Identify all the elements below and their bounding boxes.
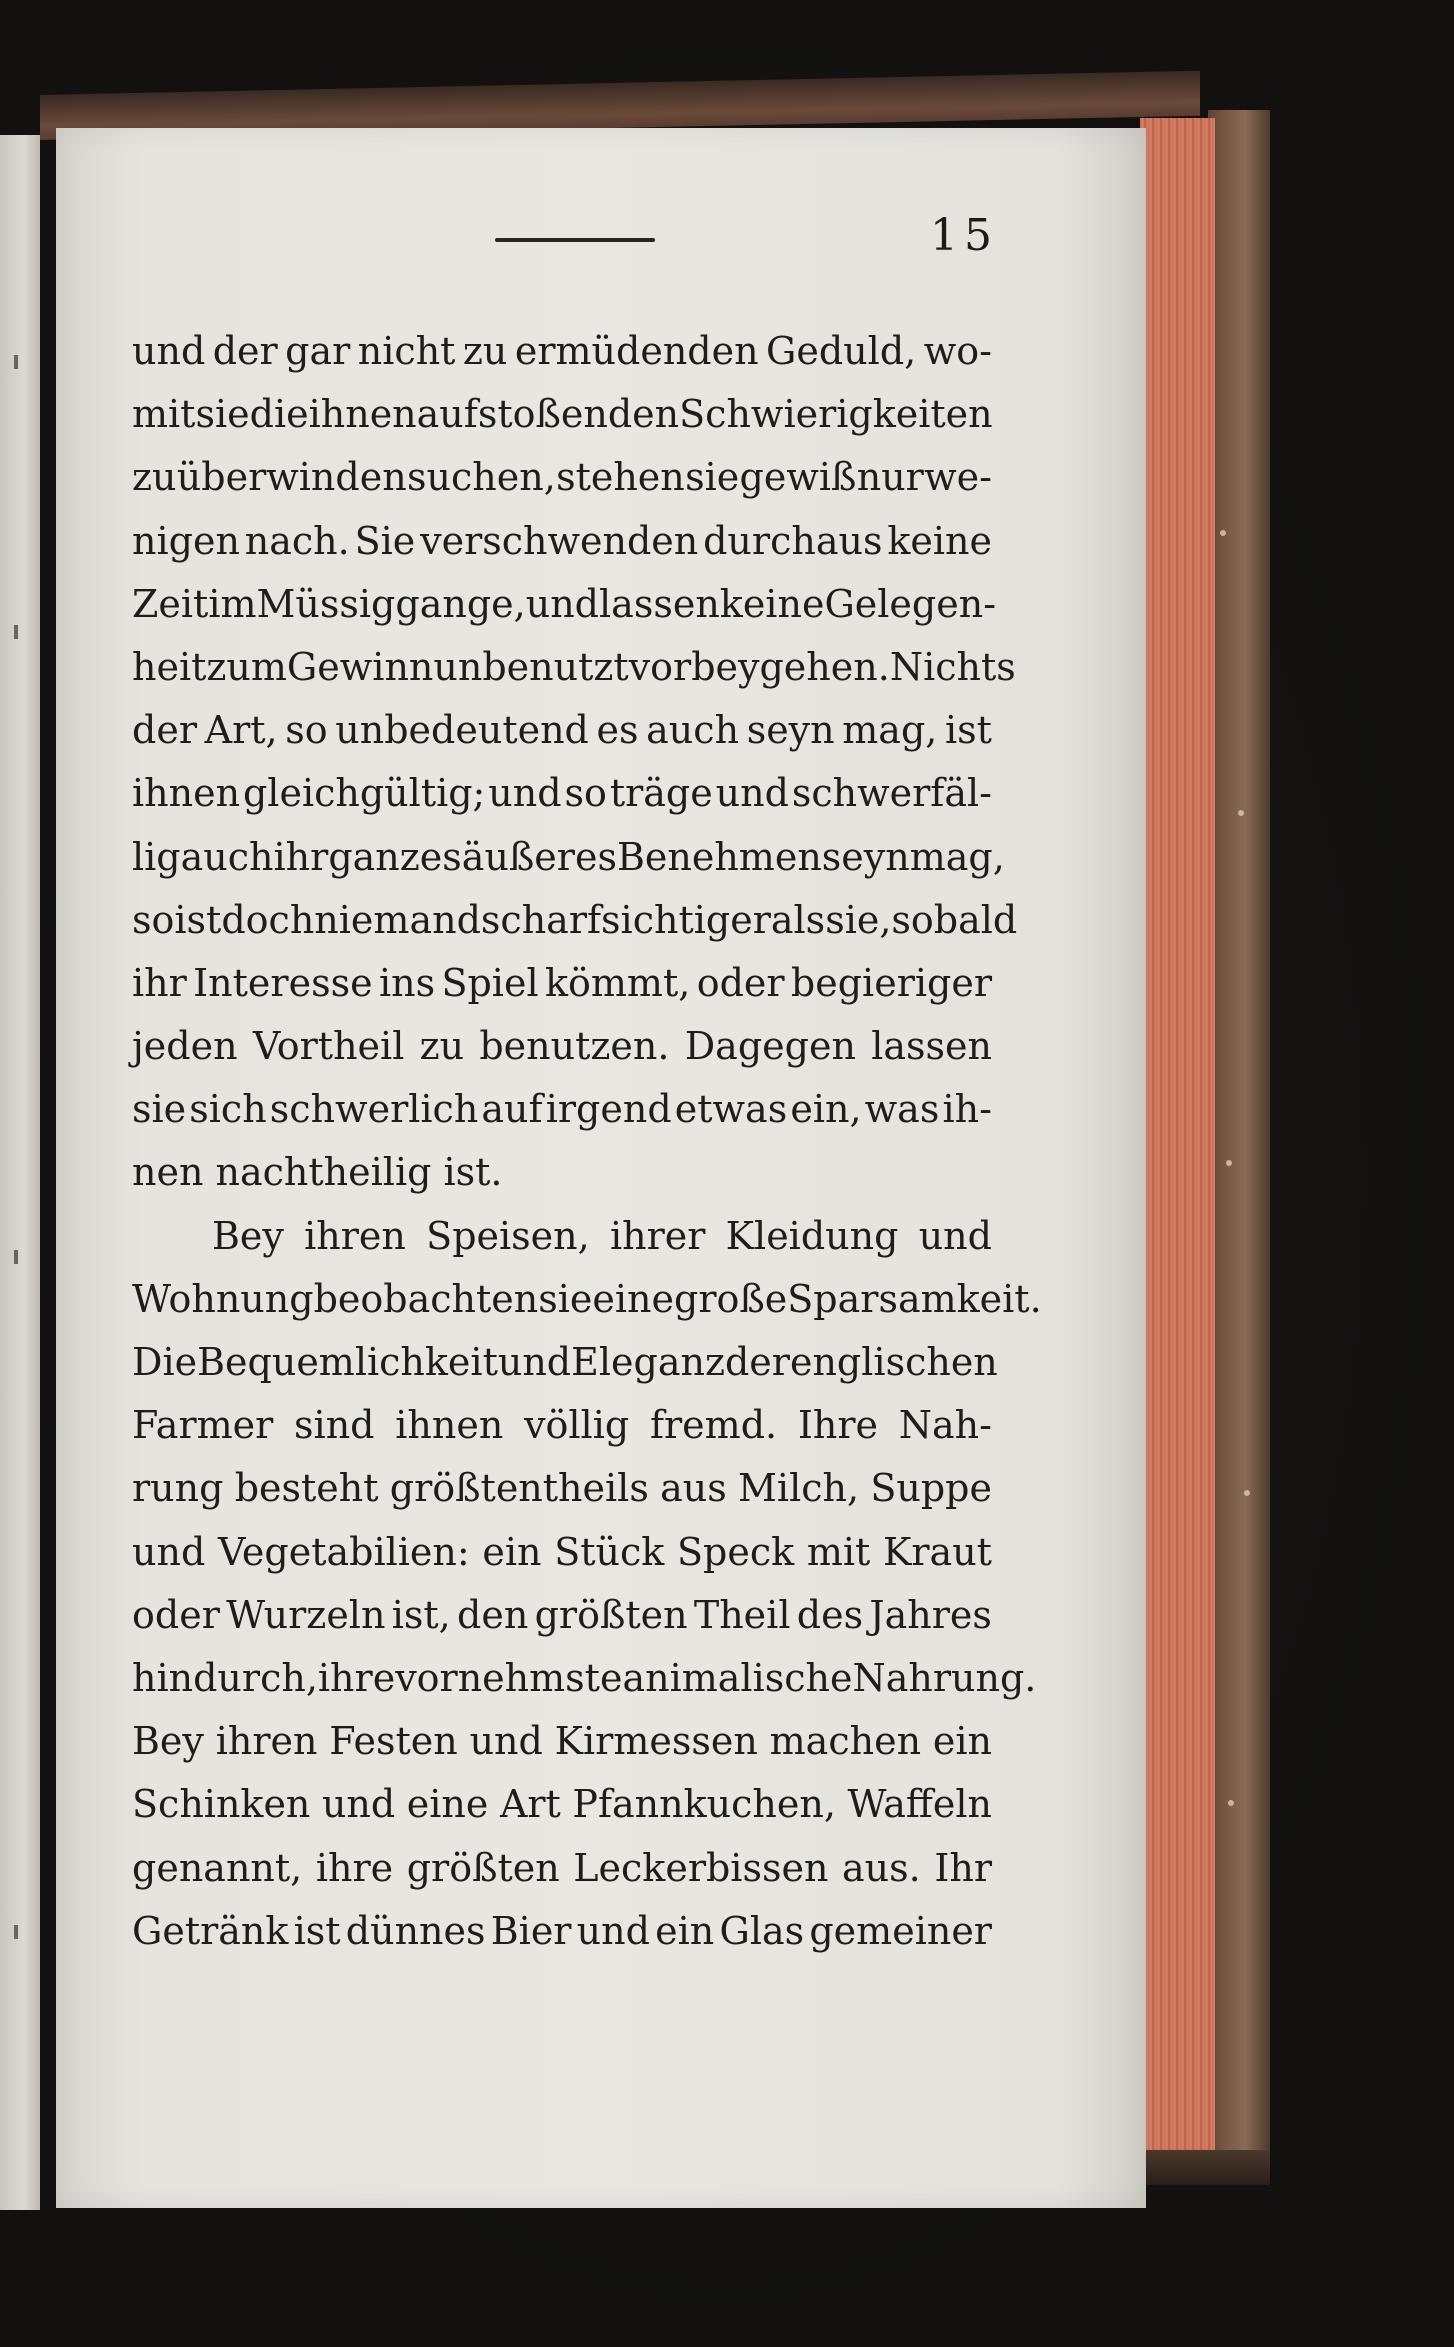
word: ih- xyxy=(942,1087,992,1132)
text-line xyxy=(132,446,992,509)
word: suchen, xyxy=(407,455,556,500)
word: Wohnung xyxy=(132,1276,314,1321)
word: Sparsamkeit. xyxy=(787,1276,1042,1321)
word: scharfsichtiger xyxy=(480,897,771,942)
word: so xyxy=(564,771,607,816)
word: stehen xyxy=(556,455,685,500)
word: die xyxy=(249,392,309,437)
page-number: 15 xyxy=(930,210,998,261)
word: beobachten xyxy=(313,1276,539,1321)
text-line xyxy=(132,1900,992,1963)
text-line xyxy=(132,699,992,762)
word: gleichgültig; xyxy=(242,771,486,816)
word: schwerfäl- xyxy=(791,771,992,816)
word: besteht xyxy=(234,1466,379,1511)
text-line xyxy=(132,1710,992,1773)
word: so xyxy=(285,708,328,753)
word: und xyxy=(497,1340,572,1384)
word: ermüdenden xyxy=(514,329,759,373)
margin-speck xyxy=(14,1925,18,1939)
word: Spiel xyxy=(441,960,539,1005)
word: lassen xyxy=(871,1024,992,1069)
word: Interesse xyxy=(193,960,373,1005)
word: zum xyxy=(206,644,287,689)
word: Ihr xyxy=(934,1845,992,1890)
text-line xyxy=(132,1837,992,1900)
word: nur xyxy=(856,455,924,500)
word: Nichts xyxy=(889,644,1016,689)
cover-fleck xyxy=(1244,1490,1250,1496)
word: niemand xyxy=(314,897,481,942)
word: größten xyxy=(406,1845,560,1890)
word: ihnen xyxy=(132,771,241,816)
word: auch xyxy=(180,834,274,879)
word: eine xyxy=(406,1782,489,1827)
word: keine xyxy=(887,518,992,563)
word: Bequemlichkeit xyxy=(197,1340,498,1384)
word: Waffeln xyxy=(847,1782,992,1827)
word: Bey xyxy=(212,1213,284,1258)
word: und xyxy=(488,771,562,816)
word: ein xyxy=(655,1908,715,1953)
text-line-paragraph-start xyxy=(132,1205,992,1268)
word: gemeiner xyxy=(809,1908,992,1953)
word: oder xyxy=(696,960,785,1005)
word: nicht xyxy=(357,329,456,373)
word: Glas xyxy=(719,1908,805,1953)
word: seyn xyxy=(821,834,910,879)
word: Speck xyxy=(676,1529,795,1574)
text-line xyxy=(132,1647,1037,1710)
word: Gelegen- xyxy=(824,581,997,626)
word: sie xyxy=(685,455,740,500)
word: fremd. xyxy=(649,1403,778,1448)
word: mag, xyxy=(842,708,938,753)
word: und xyxy=(132,329,206,373)
word: mag, xyxy=(909,834,1005,879)
text-line xyxy=(132,320,992,383)
word: und xyxy=(918,1213,992,1258)
word: verschwenden xyxy=(420,518,699,563)
word: zu xyxy=(132,455,177,500)
word: seyn xyxy=(746,708,835,753)
word: Pfannkuchen, xyxy=(572,1782,836,1827)
text-line xyxy=(132,1457,992,1520)
word: genannt, xyxy=(132,1845,303,1890)
word: lassen xyxy=(599,581,720,626)
text-line xyxy=(132,889,1018,952)
word: dünnes xyxy=(345,1908,486,1953)
word: lig xyxy=(132,834,181,879)
cover-fleck xyxy=(1228,1800,1234,1806)
word: sind xyxy=(294,1403,375,1448)
word: irgend xyxy=(545,1087,672,1132)
word: ihren xyxy=(304,1213,406,1258)
word: ihre xyxy=(315,1845,394,1890)
text-line xyxy=(132,1078,992,1141)
word: träge xyxy=(609,771,713,816)
word: Vortheil xyxy=(252,1024,405,1069)
word: Milch, xyxy=(738,1466,860,1511)
word: Leckerbissen xyxy=(573,1845,829,1890)
word: Schwierigkeiten xyxy=(679,392,993,437)
word: Die xyxy=(132,1340,198,1384)
word: begieriger xyxy=(790,960,992,1005)
word: auf xyxy=(481,1087,543,1132)
word: und xyxy=(715,771,789,816)
word: gar xyxy=(285,329,351,373)
word: völlig xyxy=(524,1403,630,1448)
word: mit xyxy=(132,392,196,437)
margin-speck xyxy=(14,625,18,639)
text-line xyxy=(132,1773,992,1836)
word: mit xyxy=(806,1529,871,1574)
word: wo- xyxy=(923,329,992,373)
word: benutzen. xyxy=(479,1024,670,1069)
margin-speck xyxy=(14,1250,18,1264)
word: ganzes xyxy=(328,834,462,879)
word: des xyxy=(796,1592,864,1637)
word: hindurch, xyxy=(132,1655,318,1700)
word: nigen xyxy=(132,518,240,563)
word: Vegetabilien: xyxy=(217,1529,470,1574)
header-rule xyxy=(495,238,655,242)
word: Nah- xyxy=(898,1403,992,1448)
word: nach. xyxy=(244,518,350,563)
word: es xyxy=(596,708,639,753)
word: ist xyxy=(945,708,992,753)
text-line xyxy=(132,1584,992,1647)
word: ist xyxy=(293,1908,341,1953)
word: Speisen, xyxy=(426,1213,590,1258)
word: Bey xyxy=(132,1719,204,1764)
text-line xyxy=(132,1331,998,1394)
word: ein, xyxy=(790,1087,862,1132)
word: aufstoßenden xyxy=(416,392,680,437)
word: Kraut xyxy=(882,1529,992,1574)
word: Geduld, xyxy=(766,329,917,373)
word: Stück xyxy=(554,1529,665,1574)
word: überwinden xyxy=(176,455,407,500)
word: zu xyxy=(462,329,508,373)
word: Kleidung xyxy=(725,1213,899,1258)
word: ihnen xyxy=(308,392,417,437)
word: aus. xyxy=(842,1845,921,1890)
word: eine xyxy=(592,1276,675,1321)
text-line xyxy=(132,510,992,573)
word: der xyxy=(212,329,278,373)
word: heit xyxy=(132,644,207,689)
word: sie xyxy=(195,392,250,437)
word: rung xyxy=(132,1466,224,1511)
word: keine xyxy=(719,581,825,626)
word: als xyxy=(770,897,826,942)
word: zu xyxy=(419,1024,465,1069)
word: unbedeutend xyxy=(335,708,589,753)
word: auch xyxy=(646,708,740,753)
word: und xyxy=(132,1529,206,1574)
word: gewiß xyxy=(739,455,857,500)
word: Festen xyxy=(329,1719,458,1764)
word: ins xyxy=(378,960,436,1005)
text-line: nen nachtheilig ist. xyxy=(132,1150,503,1195)
word: größten xyxy=(534,1592,688,1637)
word: der xyxy=(724,1340,790,1384)
word: sich xyxy=(189,1087,267,1132)
text-line xyxy=(132,1268,1042,1331)
word: durchaus xyxy=(703,518,883,563)
word: Wurzeln xyxy=(226,1592,386,1637)
text-line xyxy=(132,826,1005,889)
word: ist xyxy=(174,897,222,942)
word: Eleganz xyxy=(571,1340,725,1384)
word: Gewinn xyxy=(286,644,434,689)
word: größtentheils xyxy=(389,1466,649,1511)
word: was xyxy=(864,1087,940,1132)
word: kömmt, xyxy=(544,960,691,1005)
word: ein xyxy=(932,1719,992,1764)
text-line xyxy=(132,383,992,446)
text-line xyxy=(132,762,992,825)
text-line xyxy=(132,636,1016,699)
left-page-edge xyxy=(0,135,40,2210)
word: ihre xyxy=(317,1655,396,1700)
word: und xyxy=(525,581,600,626)
word: Bier xyxy=(490,1908,572,1953)
text-line xyxy=(132,952,992,1015)
word: den xyxy=(457,1592,529,1637)
word: Kirmessen xyxy=(554,1719,758,1764)
word: und xyxy=(576,1908,650,1953)
text-line xyxy=(132,1521,992,1584)
word: Zeit xyxy=(132,581,209,626)
text-line xyxy=(132,573,997,636)
word: vorbeygehen. xyxy=(628,644,890,689)
cover-fleck xyxy=(1238,810,1244,816)
word: Müssiggange, xyxy=(256,581,526,626)
word: große xyxy=(674,1276,788,1321)
word: und xyxy=(321,1782,396,1827)
word: Farmer xyxy=(132,1403,274,1448)
body-text xyxy=(132,320,1042,1963)
red-page-edges xyxy=(1140,118,1215,2168)
word: englischen xyxy=(789,1340,998,1384)
word: der xyxy=(132,708,197,753)
word: Art xyxy=(499,1782,561,1827)
word: vornehmste xyxy=(395,1655,623,1700)
word: Theil xyxy=(693,1592,791,1637)
word: Getränk xyxy=(132,1908,289,1953)
word: sie, xyxy=(825,897,892,942)
word: aus xyxy=(660,1466,727,1511)
word: ihren xyxy=(215,1719,318,1764)
word: Dagegen xyxy=(684,1024,856,1069)
word: Benehmen xyxy=(616,834,822,879)
word: machen xyxy=(769,1719,922,1764)
word: Jahres xyxy=(869,1592,992,1637)
word: Schinken xyxy=(132,1782,311,1827)
cover-fleck xyxy=(1226,1160,1232,1166)
word: ihrer xyxy=(609,1213,706,1258)
word: etwas xyxy=(674,1087,788,1132)
book-cover-right xyxy=(1208,110,1270,2160)
word: so xyxy=(132,897,175,942)
word: ihr xyxy=(132,960,187,1005)
text-line xyxy=(132,1015,992,1078)
word: äußeres xyxy=(461,834,617,879)
text-line xyxy=(132,1394,992,1457)
cover-fleck xyxy=(1220,530,1226,536)
word: Art, xyxy=(204,708,278,753)
word: jeden xyxy=(132,1024,238,1069)
word: sobald xyxy=(891,897,1018,942)
book-cover-bottom xyxy=(1140,2150,1270,2185)
word: im xyxy=(208,581,257,626)
word: ihnen xyxy=(395,1403,504,1448)
word: oder xyxy=(132,1592,220,1637)
word: sie xyxy=(538,1276,593,1321)
word: Nahrung. xyxy=(852,1655,1037,1700)
word: ein xyxy=(482,1529,542,1574)
margin-speck xyxy=(14,355,18,369)
word: doch xyxy=(221,897,315,942)
word: animalische xyxy=(622,1655,853,1700)
word: we- xyxy=(924,455,992,500)
word: Sie xyxy=(354,518,416,563)
word: sie xyxy=(132,1087,187,1132)
word: Suppe xyxy=(870,1466,992,1511)
word: und xyxy=(469,1719,543,1764)
word: schwerlich xyxy=(269,1087,479,1132)
word: ist, xyxy=(391,1592,451,1637)
word: ihr xyxy=(273,834,329,879)
word: unbenutzt xyxy=(433,644,629,689)
word: Ihre xyxy=(797,1403,878,1448)
